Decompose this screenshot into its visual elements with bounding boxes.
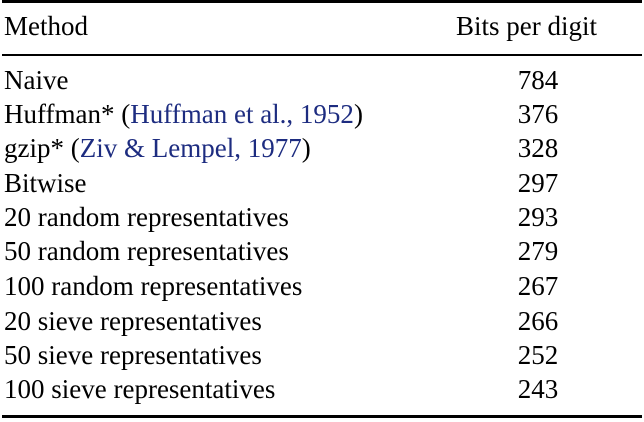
- table-row: [0, 63, 644, 97]
- method-name: Bitwise: [4, 168, 87, 198]
- table-row: [0, 131, 644, 165]
- method-cell: [4, 200, 289, 234]
- table-row: [0, 234, 644, 268]
- method-name: 100 random representatives: [4, 271, 303, 301]
- header-bits-per-digit: Bits per digit: [456, 11, 597, 41]
- citation-link[interactable]: Huffman et al., 1952: [130, 99, 354, 129]
- method-name: 20 sieve representatives: [4, 306, 262, 336]
- method-name: 20 random representatives: [4, 202, 289, 232]
- method-cell: [4, 269, 302, 303]
- bits-cell: 293: [517, 202, 559, 232]
- method-name: 100 sieve representatives: [4, 374, 276, 404]
- table-row: [0, 97, 644, 131]
- table-top-rule: [2, 0, 642, 3]
- bits-cell: 243: [517, 374, 559, 404]
- bits-cell: 376: [517, 99, 559, 129]
- bits-cell: 252: [517, 340, 559, 370]
- table-bottom-rule: [2, 415, 642, 418]
- citation-link[interactable]: Ziv & Lempel, 1977: [79, 133, 302, 163]
- method-cell: [4, 166, 87, 200]
- method-cell: [4, 234, 289, 268]
- bits-cell: 267: [517, 271, 559, 301]
- table-row: [0, 372, 644, 406]
- method-cell: [4, 304, 262, 338]
- bits-cell: 297: [517, 168, 559, 198]
- table-row: [0, 338, 644, 372]
- table-row: [0, 166, 644, 200]
- table-row: [0, 200, 644, 234]
- bits-cell: 784: [517, 65, 559, 95]
- table-row: [0, 304, 644, 338]
- header-method: Method: [4, 11, 88, 41]
- method-name: 50 sieve representatives: [4, 340, 262, 370]
- method-cell: [4, 372, 275, 406]
- table-header-rule: [2, 54, 642, 56]
- bits-cell: 328: [517, 133, 559, 163]
- method-cell: [4, 63, 68, 97]
- method-name: 50 random representatives: [4, 236, 289, 266]
- method-cell: gzip* (Ziv & Lempel, 1977): [4, 133, 311, 163]
- bits-cell: 279: [517, 236, 559, 266]
- table-header-row: [0, 9, 644, 43]
- method-name: Huffman*: [4, 99, 115, 129]
- method-name: Naive: [4, 65, 69, 95]
- method-cell: [4, 338, 262, 372]
- bits-cell: 266: [517, 306, 559, 336]
- method-cell: Huffman* (Huffman et al., 1952): [4, 99, 363, 129]
- method-name: gzip*: [4, 133, 64, 163]
- table-row: [0, 269, 644, 303]
